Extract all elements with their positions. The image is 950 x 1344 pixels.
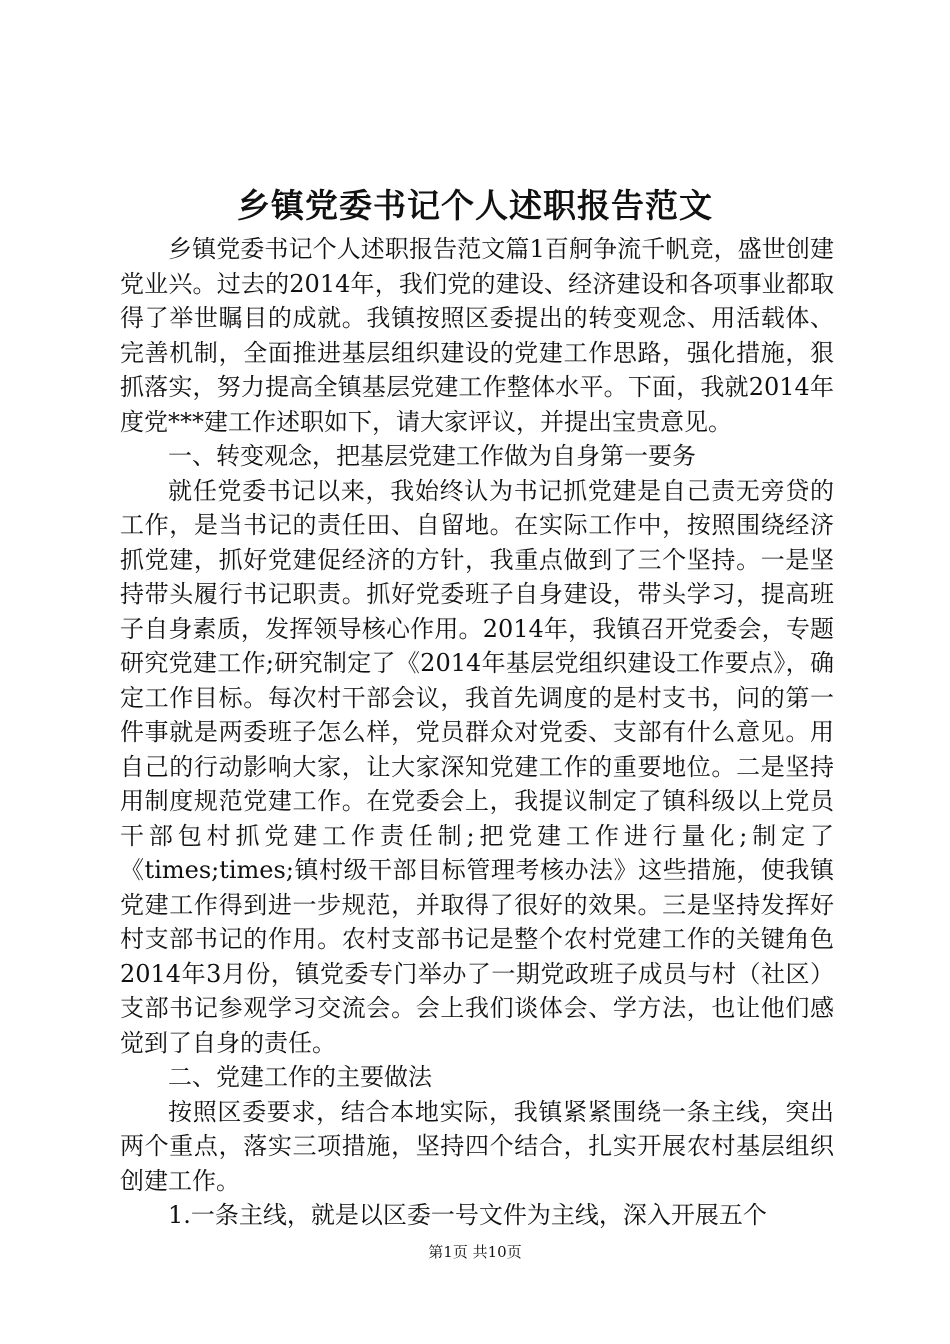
paragraph-section-2: 按照区委要求，结合本地实际，我镇紧紧围绕一条主线，突出两个重点，落实三项措施，坚持四个结合，扎实开展农村基层组织创建工作。 [120,1097,834,1195]
document-body [120,232,834,1233]
page-footer: 第1页 共10页 [428,1243,522,1261]
paragraph-intro: 乡镇党委书记个人述职报告范文篇1百舸争流千帆竞，盛世创建党业兴。过去的2014年，我们党的建设、经济建设和各项事业都取得了举世瞩目的成就。我镇按照区委提出的转变观念、用活载体、完善机制，全面推进基层组织建设的党建工作思路，强化措施，狠抓落实，努力提高全镇基层党建工作整体水平。下面，我就2014年度党***建工作述职如下，请大家评议，并提出宝贵意见。 [120,235,834,436]
section-heading-1: 一、转变观念，把基层党建工作做为自身第一要务 [168,442,696,470]
section-heading-2: 二、党建工作的主要做法 [168,1063,432,1091]
paragraph-item-1: 1.一条主线，就是以区委一号文件为主线，深入开展五个 [168,1201,767,1229]
document-title: 乡镇党委书记个人述职报告范文 [237,186,713,225]
paragraph-section-1: 就任党委书记以来，我始终认为书记抓党建是自己责无旁贷的工作，是当书记的责任田、自留地。在实际工作中，按照围绕经济抓党建，抓好党建促经济的方针，我重点做到了三个坚持。一是坚持带头履行书记职责。抓好党委班子自身建设，带头学习，提高班子自身素质，发挥领导核心作用。2014年，我镇召开党委会，专题研究党建工作;研究制定了《2014年基层党组织建设工作要点》，确定工作目标。每次村干部会议，我首先调度的是村支书，问的第一件事就是两委班子怎么样，党员群众对党委、支部有什么意见。用自己的行动影响大家，让大家深知党建工作的重要地位。二是坚持用制度规范党建工作。在党委会上，我提议制定了镇科级以上党员干部包村抓党建工作责任制;把党建工作进行量化;制定了《times;times;镇村级干部目标管理考核办法》这些措施，使我镇党建工作得到进一步规范，并取得了很好的效果。三是坚持发挥好村支部书记的作用。农村支部书记是整个农村党建工作的关键角色2014年3月份，镇党委专门举办了一期党政班子成员与村（社区）支部书记参观学习交流会。会上我们谈体会、学方法，也让他们感觉到了自身的责任。 [120,476,834,1057]
